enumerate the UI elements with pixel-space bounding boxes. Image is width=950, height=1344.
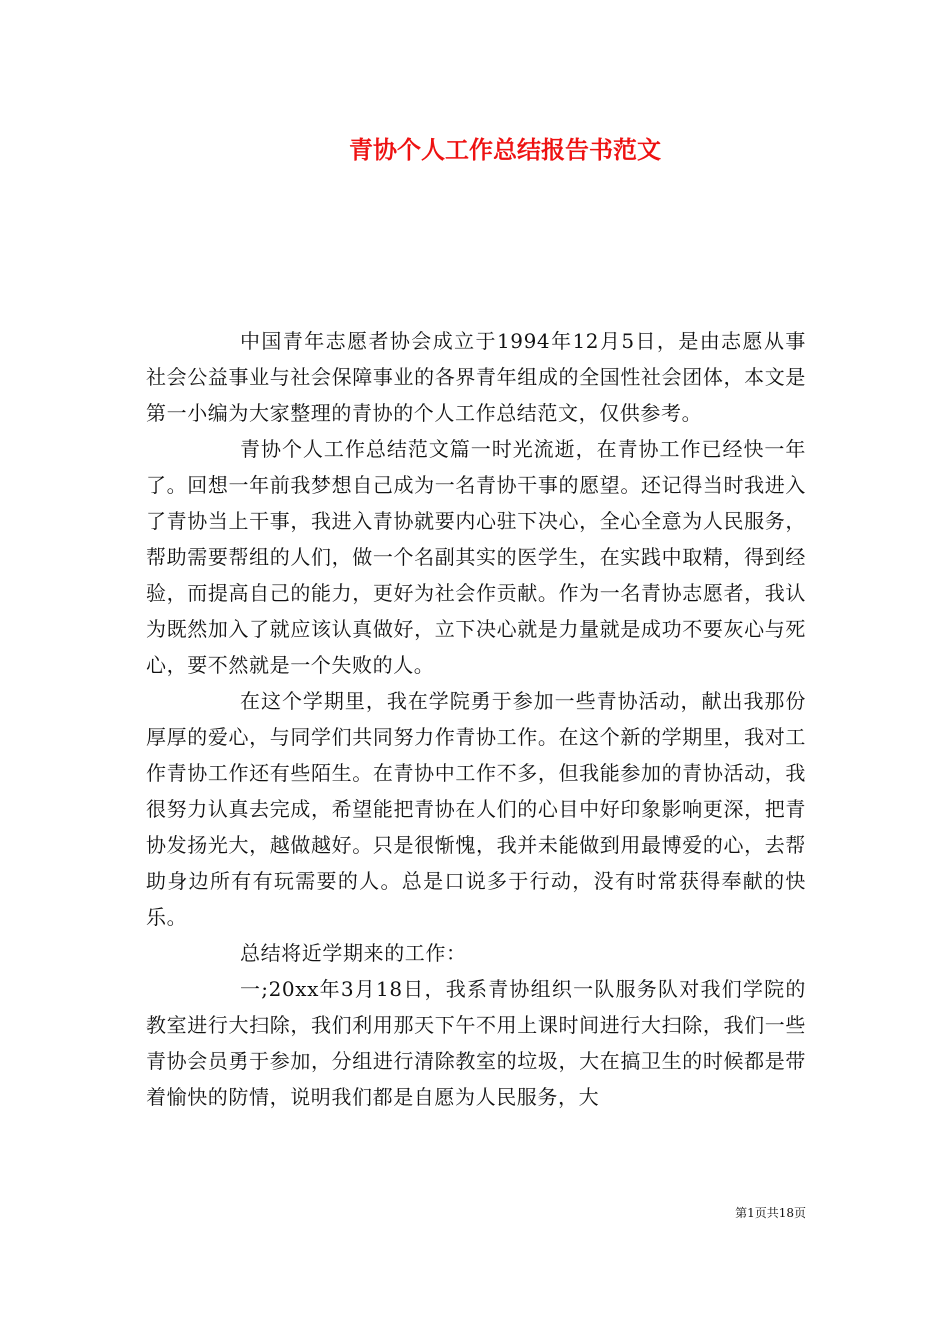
paragraph: 青协个人工作总结范文篇一时光流逝，在青协工作已经快一年了。回想一年前我梦想自己成为一名青协干事的愿望。还记得当时我进入了青协当上干事，我进入青协就要内心驻下决心，全心全意为人民服务，帮助需要帮组的人们，做一个名副其实的医学生，在实践中取精，得到经验，而提高自己的能力，更好为社会作贡献。作为一名青协志愿者，我认为既然加入了就应该认真做好，立下决心就是力量就是成功不要灰心与死心，要不然就是一个失败的人。 <box>146 437 806 677</box>
paragraph: 一;20xx年3月18日，我系青协组织一队服务队对我们学院的教室进行大扫除，我们利用那天下午不用上课时间进行大扫除，我们一些青协会员勇于参加，分组进行清除教室的垃圾，大在搞卫生的时候都是带着愉快的防情，说明我们都是自愿为人民服务，大 <box>146 977 806 1109</box>
page-number: 第1页共18页 <box>735 1206 806 1220</box>
document-body <box>146 323 806 1115</box>
document-title: 青协个人工作总结报告书范文 <box>349 135 661 164</box>
paragraph: 总结将近学期来的工作： <box>240 941 467 965</box>
paragraph: 在这个学期里，我在学院勇于参加一些青协活动，献出我那份厚厚的爱心，与同学们共同努力作青协工作。在这个新的学期里，我对工作青协工作还有些陌生。在青协中工作不多，但我能参加的青协活动，我很努力认真去完成，希望能把青协在人们的心目中好印象影响更深，把青协发扬光大，越做越好。只是很惭愧，我并未能做到用最博爱的心，去帮助身边所有有玩需要的人。总是口说多于行动，没有时常获得奉献的快乐。 <box>146 689 806 929</box>
paragraph: 中国青年志愿者协会成立于1994年12月5日，是由志愿从事社会公益事业与社会保障事业的各界青年组成的全国性社会团体，本文是第一小编为大家整理的青协的个人工作总结范文，仅供参考。 <box>146 329 806 425</box>
